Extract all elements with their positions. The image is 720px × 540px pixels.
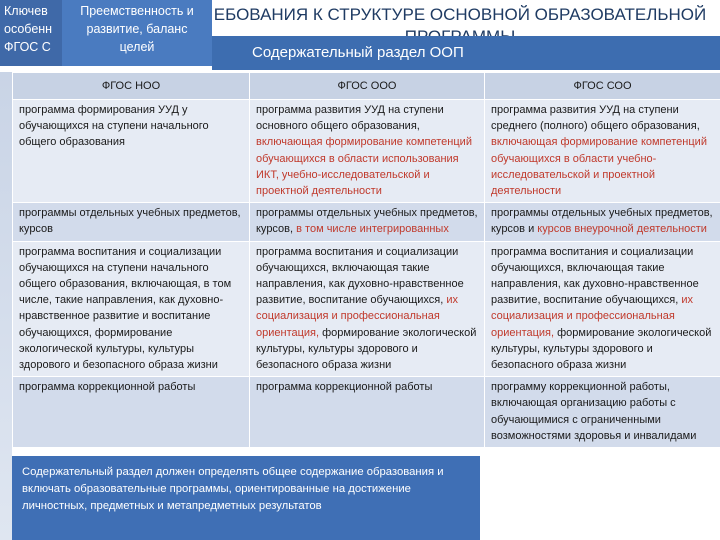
cell-text: программа воспитания и социализации обучающихся на ступени начального общего образования, включающая, в том числе, такие направления, как духовно-нравственное развитие и воспитание обучающихся, формирование экологической культуры, культуры здорового и безопасного образа жизни: [19, 245, 232, 372]
column-header-soo: ФГОС СОО: [485, 73, 720, 100]
table-cell: [485, 100, 720, 203]
table-cell: [13, 377, 250, 448]
cell-text: программу коррекционной работы, включающая организацию работы с обучающимися с ограниченными возможностями здоровья и инвалидами: [491, 381, 697, 442]
cell-text: формирование экологической культуры, культуры здорового и безопасного образа жизни: [256, 326, 477, 372]
column-header-ooo: ФГОС ООО: [250, 73, 485, 100]
cell-text: программы отдельных учебных предметов, курсов: [19, 207, 241, 236]
left-nav-box[interactable]: [0, 0, 62, 66]
tab-line: целей: [119, 40, 155, 54]
table-row: [13, 100, 720, 203]
table-cell: [13, 203, 250, 241]
table-cell: [250, 377, 485, 448]
table-header-row: [13, 73, 720, 100]
table-cell: [250, 241, 485, 377]
table-row: [13, 377, 720, 448]
cell-text: программа воспитания и социализации обучающихся, включающая такие направления, как духовно-нравственное развитие, воспитание обучающихся,: [256, 245, 464, 307]
highlighted-text: их социализация и профессиональная ориентация,: [256, 294, 458, 339]
left-box-line: Ключев: [4, 4, 48, 18]
highlighted-text: в том числе интегрированных: [296, 223, 449, 236]
table-cell: [13, 100, 250, 203]
column-header-noo: ФГОС НОО: [13, 73, 250, 100]
highlighted-text: включающая формирование компетенций обучающихся в области использования ИКТ, учебно-исследовательской и проектной деятельности: [256, 136, 472, 198]
table-row: [13, 203, 720, 241]
content-table: [12, 72, 720, 448]
tab-line: Преемственность и: [80, 4, 194, 18]
tab-line: развитие, баланс: [86, 22, 188, 36]
table-cell: [485, 203, 720, 241]
cell-text: программа развития УУД на ступени основного общего образования,: [256, 104, 444, 133]
cell-text: программа воспитания и социализации обучающихся, включающая такие направления, как духовно-нравственное развитие, воспитание обучающихся,: [491, 245, 699, 307]
table-cell: [13, 241, 250, 377]
table-cell: [485, 377, 720, 448]
cell-text: программы отдельных учебных предметов, курсов,: [256, 207, 478, 236]
cell-text: программа развития УУД на ступени среднего (полного) общего образования,: [491, 104, 700, 133]
cell-text: программа коррекционной работы: [256, 381, 433, 394]
left-rail: [0, 72, 12, 540]
table-cell: [250, 203, 485, 241]
left-box-line: особенн: [4, 22, 53, 36]
cell-text: формирование экологической культуры, культуры здорового и безопасного образа жизни: [491, 326, 712, 372]
table-cell: [250, 100, 485, 203]
left-box-line: ФГОС С: [4, 40, 51, 54]
highlighted-text: их социализация и профессиональная ориентация,: [491, 294, 693, 339]
cell-text: программа формирования УУД у обучающихся на ступени начального общего образования: [19, 104, 209, 149]
table-cell: [485, 241, 720, 377]
continuity-tab[interactable]: [62, 0, 212, 66]
content-note: Содержательный раздел должен определять общее содержание образования и включать образовательные программы, ориентированные на достижение личностных, предметных и метапредметных результатов: [12, 456, 480, 540]
highlighted-text: курсов внеурочной деятельности: [537, 223, 707, 236]
table-row: [13, 241, 720, 377]
cell-text: программа коррекционной работы: [19, 381, 196, 394]
section-title: Содержательный раздел ООП: [212, 36, 720, 70]
highlighted-text: включающая формирование компетенций обучающихся в области учебно-исследовательской и проектной деятельности: [491, 136, 707, 198]
slide-title: ЕБОВАНИЯ К СТРУКТУРЕ ОСНОВНОЙ ОБРАЗОВАТЕЛЬНОЙ: [213, 5, 707, 24]
cell-text: программы отдельных учебных предметов, курсов и: [491, 207, 713, 236]
